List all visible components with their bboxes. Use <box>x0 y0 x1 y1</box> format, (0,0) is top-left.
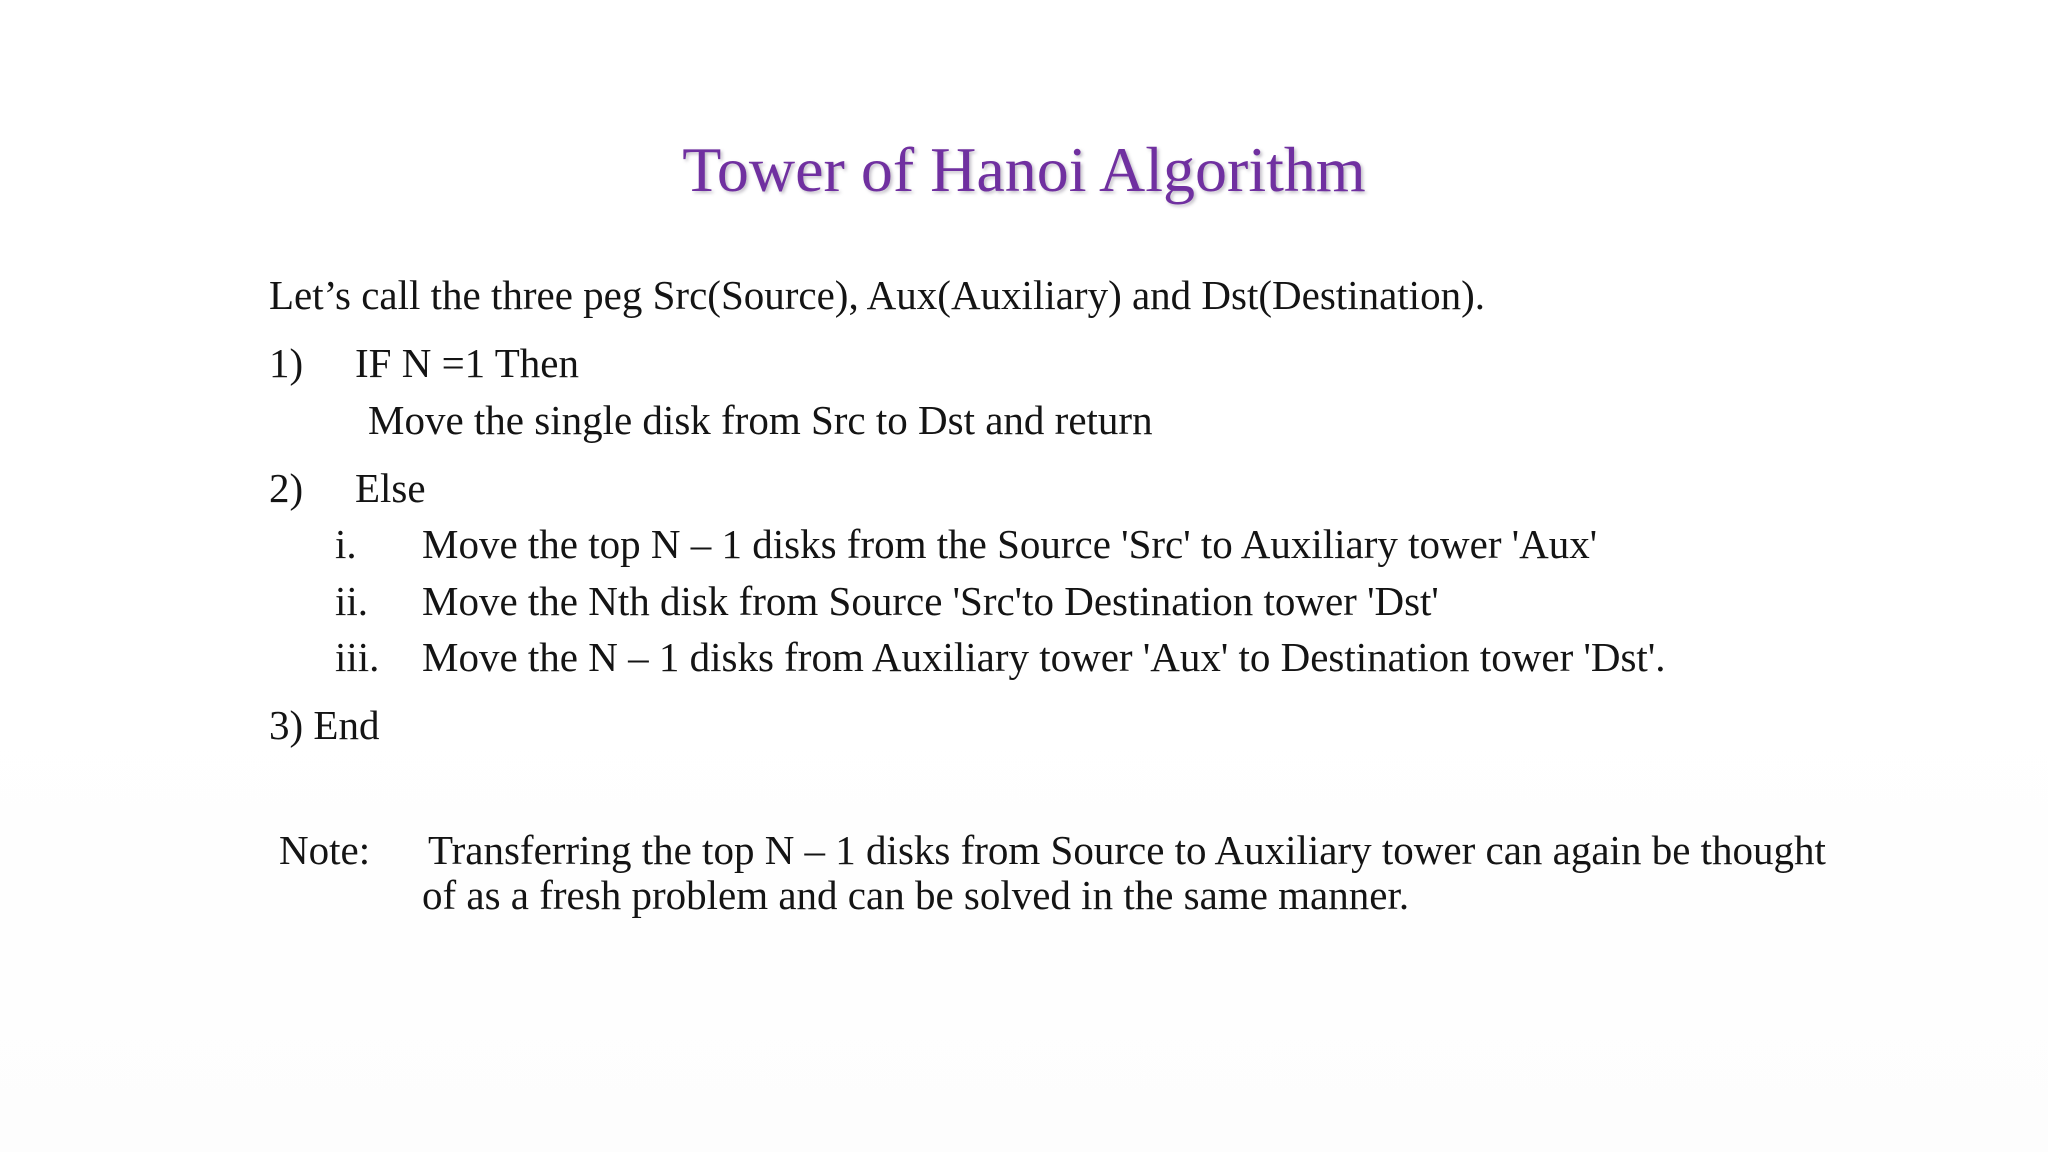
substep-1-numeral: i. <box>335 521 357 567</box>
step-1-condition: IF N =1 Then <box>355 340 579 386</box>
note-label: Note: <box>279 827 371 873</box>
step-1-action: Move the single disk from Src to Dst and return <box>368 397 1153 443</box>
substep-2-numeral: ii. <box>335 578 369 624</box>
slide-title: Tower of Hanoi Algorithm <box>682 134 1366 205</box>
substep-3-numeral: iii. <box>335 634 380 680</box>
note-text-line-2: of as a fresh problem and can be solved in the same manner. <box>422 872 1410 918</box>
step-1-number: 1) <box>269 340 304 386</box>
step-2-label: Else <box>355 465 426 511</box>
substep-3-text: Move the N – 1 disks from Auxiliary tower 'Aux' to Destination tower 'Dst'. <box>422 634 1666 680</box>
note-text-line-1: Transferring the top N – 1 disks from Source to Auxiliary tower can again be thought <box>428 827 1826 873</box>
substep-2-text: Move the Nth disk from Source 'Src'to Destination tower 'Dst' <box>422 578 1439 624</box>
substep-1-text: Move the top N – 1 disks from the Source 'Src' to Auxiliary tower 'Aux' <box>422 521 1598 567</box>
step-3-end: 3) End <box>269 702 380 748</box>
intro-text: Let’s call the three peg Src(Source), Aux(Auxiliary) and Dst(Destination). <box>269 272 1485 318</box>
step-2-number: 2) <box>269 465 304 511</box>
